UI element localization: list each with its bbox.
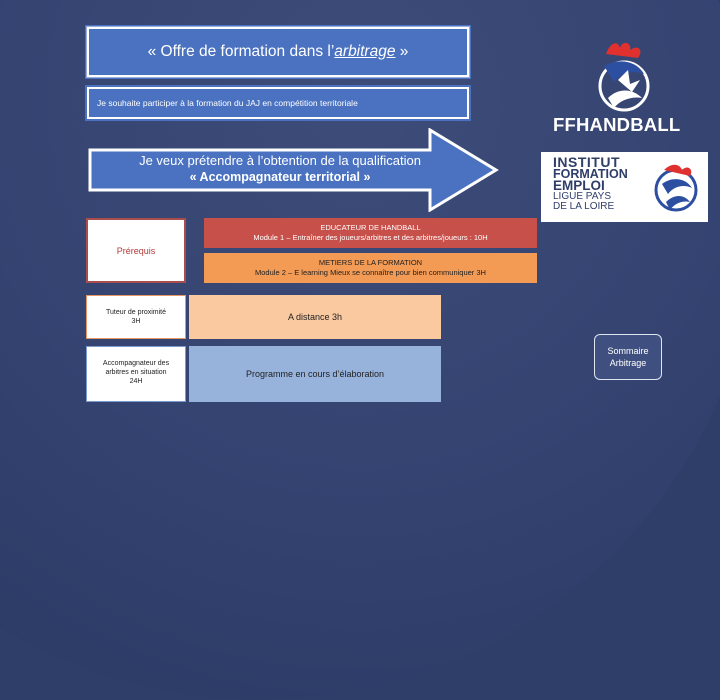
label-line: 3H bbox=[131, 318, 141, 325]
sommaire-label: Sommaire bbox=[607, 346, 649, 356]
arrow-line-1: Je veux prétendre à l’obtention de la qualification bbox=[139, 153, 421, 168]
module-metiers bbox=[204, 253, 537, 283]
ifep-line: DE LA LOIRE bbox=[553, 201, 615, 212]
wish-text: Je souhaite participer à la formation du JAJ en compétition territoriale bbox=[97, 98, 358, 108]
sommaire-label: Arbitrage bbox=[609, 358, 647, 368]
arrow-text bbox=[95, 152, 465, 186]
label-tuteur bbox=[86, 295, 186, 339]
ifep-logo bbox=[541, 152, 708, 222]
module-educateur bbox=[204, 218, 537, 248]
ifep-line: EMPLOI bbox=[553, 178, 605, 193]
ffhandball-wordmark: FFHANDBALL bbox=[553, 114, 681, 135]
wish-box bbox=[87, 87, 469, 119]
page-title: « Offre de formation dans l’arbitrage » bbox=[147, 43, 409, 60]
module-title: EDUCATEUR DE HANDBALL bbox=[320, 223, 421, 232]
ifep-line: FORMATION bbox=[553, 167, 628, 181]
label-line: Tuteur de proximité bbox=[105, 309, 167, 316]
prerequis-label: Prérequis bbox=[116, 245, 156, 256]
prerequis-box bbox=[86, 218, 186, 283]
label-line: 24H bbox=[129, 378, 143, 385]
block-text: A distance 3h bbox=[287, 312, 343, 322]
ifep-line: INSTITUT bbox=[553, 154, 620, 170]
ifep-rooster-icon bbox=[650, 158, 702, 218]
label-accompagnateur bbox=[86, 346, 186, 402]
block-programme bbox=[189, 346, 441, 402]
label-line: arbitres en situation bbox=[105, 369, 167, 376]
sommaire-arbitrage-button[interactable] bbox=[594, 334, 662, 380]
ifep-line: LIGUE PAYS bbox=[553, 191, 611, 202]
module-desc: Module 1 – Entraîner des joueurs/arbitres et des arbitres/joueurs : 10H bbox=[253, 232, 488, 242]
arrow-line-2: « Accompagnateur territorial » bbox=[189, 170, 371, 184]
block-text: Programme en cours d’élaboration bbox=[245, 369, 385, 379]
page-title-box bbox=[87, 27, 469, 77]
module-title: METIERS DE LA FORMATION bbox=[318, 258, 423, 267]
module-desc: Module 2 – E learning Mieux se connaître pour bien communiquer 3H bbox=[255, 267, 486, 277]
label-line: Accompagnateur des bbox=[102, 360, 170, 367]
block-distance bbox=[189, 295, 441, 339]
